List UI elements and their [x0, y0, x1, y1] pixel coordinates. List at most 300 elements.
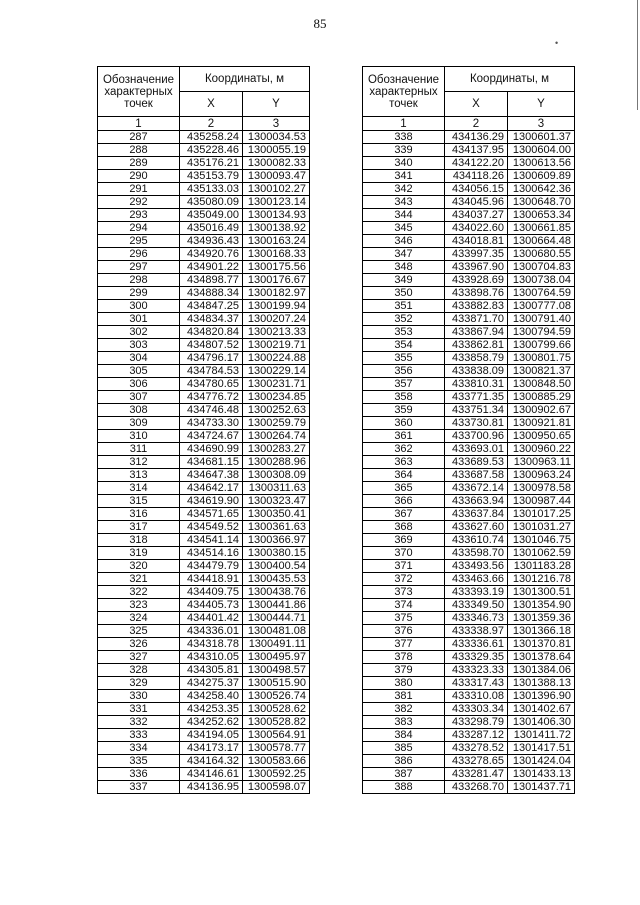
table-row — [98, 508, 310, 521]
cell-y: 1301396.90 — [508, 690, 575, 703]
table-row — [98, 131, 310, 144]
cell-point-id: 294 — [98, 222, 180, 235]
table-row — [98, 365, 310, 378]
cell-y: 1300578.77 — [243, 742, 310, 755]
cell-y: 1300435.53 — [243, 573, 310, 586]
cell-point-id: 351 — [363, 300, 445, 313]
cell-x: 433310.08 — [445, 690, 508, 703]
table-row — [363, 534, 575, 547]
table-row — [363, 443, 575, 456]
header-coords-label: Координаты, м — [445, 67, 575, 92]
table-row — [363, 495, 575, 508]
cell-x: 434479.79 — [180, 560, 243, 573]
table-row — [363, 352, 575, 365]
cell-x: 433329.35 — [445, 651, 508, 664]
header-col2-number: 2 — [180, 117, 243, 131]
cell-y: 1301354.90 — [508, 599, 575, 612]
coordinates-table-left — [97, 66, 310, 794]
cell-point-id: 318 — [98, 534, 180, 547]
cell-x: 435228.46 — [180, 144, 243, 157]
cell-y: 1300380.15 — [243, 547, 310, 560]
cell-point-id: 325 — [98, 625, 180, 638]
scan-edge-line — [637, 0, 638, 110]
table-row — [363, 781, 575, 794]
cell-point-id: 346 — [363, 235, 445, 248]
cell-point-id: 377 — [363, 638, 445, 651]
header-coords-label: Координаты, м — [180, 67, 310, 92]
cell-x: 434275.37 — [180, 677, 243, 690]
cell-point-id: 369 — [363, 534, 445, 547]
header-y-label: Y — [508, 92, 575, 117]
table-row — [363, 326, 575, 339]
cell-y: 1300848.50 — [508, 378, 575, 391]
cell-point-id: 320 — [98, 560, 180, 573]
cell-point-id: 354 — [363, 339, 445, 352]
table-row — [363, 183, 575, 196]
cell-point-id: 362 — [363, 443, 445, 456]
table-row — [98, 209, 310, 222]
cell-point-id: 357 — [363, 378, 445, 391]
cell-y: 1301183.28 — [508, 560, 575, 573]
cell-y: 1300123.14 — [243, 196, 310, 209]
table-row — [98, 599, 310, 612]
cell-y: 1300495.97 — [243, 651, 310, 664]
cell-y: 1301378.64 — [508, 651, 575, 664]
table-row — [363, 313, 575, 326]
header-col1-number: 1 — [363, 117, 445, 131]
cell-point-id: 323 — [98, 599, 180, 612]
cell-point-id: 353 — [363, 326, 445, 339]
cell-x: 434571.65 — [180, 508, 243, 521]
cell-x: 434164.32 — [180, 755, 243, 768]
table-row — [98, 157, 310, 170]
cell-y: 1301411.72 — [508, 729, 575, 742]
table-row — [363, 456, 575, 469]
cell-point-id: 382 — [363, 703, 445, 716]
table-row — [363, 599, 575, 612]
cell-x: 433349.50 — [445, 599, 508, 612]
cell-y: 1300704.83 — [508, 261, 575, 274]
cell-y: 1300564.91 — [243, 729, 310, 742]
table-row — [363, 430, 575, 443]
table-row — [363, 131, 575, 144]
table-row — [363, 586, 575, 599]
table-row — [363, 768, 575, 781]
cell-y: 1300921.81 — [508, 417, 575, 430]
table-row — [98, 313, 310, 326]
table-row — [363, 716, 575, 729]
table-row — [98, 534, 310, 547]
header-point-label: Обозначение характерных точек — [363, 67, 445, 117]
cell-y: 1301062.59 — [508, 547, 575, 560]
cell-x: 434146.61 — [180, 768, 243, 781]
cell-y: 1300604.00 — [508, 144, 575, 157]
cell-point-id: 328 — [98, 664, 180, 677]
table-row — [98, 651, 310, 664]
cell-x: 434541.14 — [180, 534, 243, 547]
cell-y: 1300777.08 — [508, 300, 575, 313]
cell-point-id: 330 — [98, 690, 180, 703]
cell-point-id: 378 — [363, 651, 445, 664]
cell-x: 434310.05 — [180, 651, 243, 664]
cell-point-id: 333 — [98, 729, 180, 742]
table-row — [98, 469, 310, 482]
cell-y: 1300175.56 — [243, 261, 310, 274]
cell-x: 434037.27 — [445, 209, 508, 222]
cell-x: 434401.42 — [180, 612, 243, 625]
cell-x: 434724.67 — [180, 430, 243, 443]
table-row — [363, 755, 575, 768]
cell-x: 434253.35 — [180, 703, 243, 716]
cell-x: 433672.14 — [445, 482, 508, 495]
cell-y: 1300034.53 — [243, 131, 310, 144]
cell-point-id: 296 — [98, 248, 180, 261]
table-row — [363, 235, 575, 248]
cell-x: 433598.70 — [445, 547, 508, 560]
cell-x: 434901.22 — [180, 261, 243, 274]
table-row — [363, 690, 575, 703]
table-row — [98, 755, 310, 768]
table-row — [98, 703, 310, 716]
cell-y: 1301433.13 — [508, 768, 575, 781]
cell-x: 434920.76 — [180, 248, 243, 261]
cell-y: 1300960.22 — [508, 443, 575, 456]
cell-x: 433637.84 — [445, 508, 508, 521]
cell-y: 1300176.67 — [243, 274, 310, 287]
cell-point-id: 315 — [98, 495, 180, 508]
table-row — [98, 378, 310, 391]
cell-x: 433287.12 — [445, 729, 508, 742]
cell-x: 435258.24 — [180, 131, 243, 144]
header-point-label: Обозначение характерных точек — [98, 67, 180, 117]
cell-y: 1301366.18 — [508, 625, 575, 638]
cell-y: 1300288.96 — [243, 456, 310, 469]
cell-x: 433871.70 — [445, 313, 508, 326]
cell-y: 1300738.04 — [508, 274, 575, 287]
cell-y: 1300207.24 — [243, 313, 310, 326]
cell-y: 1300138.92 — [243, 222, 310, 235]
table-row — [98, 638, 310, 651]
cell-y: 1300182.97 — [243, 287, 310, 300]
cell-x: 434776.72 — [180, 391, 243, 404]
cell-point-id: 329 — [98, 677, 180, 690]
cell-x: 433317.43 — [445, 677, 508, 690]
cell-x: 433627.60 — [445, 521, 508, 534]
table-row — [363, 170, 575, 183]
cell-x: 433687.58 — [445, 469, 508, 482]
cell-y: 1301384.06 — [508, 664, 575, 677]
cell-point-id: 310 — [98, 430, 180, 443]
cell-point-id: 307 — [98, 391, 180, 404]
table-row — [98, 664, 310, 677]
cell-point-id: 332 — [98, 716, 180, 729]
cell-point-id: 314 — [98, 482, 180, 495]
cell-x: 434619.90 — [180, 495, 243, 508]
cell-x: 434018.81 — [445, 235, 508, 248]
cell-x: 435080.09 — [180, 196, 243, 209]
cell-x: 433298.79 — [445, 716, 508, 729]
cell-y: 1300902.67 — [508, 404, 575, 417]
cell-x: 433346.73 — [445, 612, 508, 625]
cell-y: 1300963.11 — [508, 456, 575, 469]
cell-y: 1300801.75 — [508, 352, 575, 365]
cell-x: 434647.38 — [180, 469, 243, 482]
cell-point-id: 367 — [363, 508, 445, 521]
cell-point-id: 344 — [363, 209, 445, 222]
cell-x: 434796.17 — [180, 352, 243, 365]
table-row — [363, 144, 575, 157]
cell-x: 433281.47 — [445, 768, 508, 781]
cell-point-id: 379 — [363, 664, 445, 677]
table-row — [98, 586, 310, 599]
cell-x: 434118.26 — [445, 170, 508, 183]
cell-point-id: 376 — [363, 625, 445, 638]
cell-y: 1300592.25 — [243, 768, 310, 781]
cell-x: 434258.40 — [180, 690, 243, 703]
table-row — [363, 300, 575, 313]
scan-mark: • — [555, 38, 559, 48]
cell-x: 434318.78 — [180, 638, 243, 651]
cell-point-id: 368 — [363, 521, 445, 534]
cell-y: 1300821.37 — [508, 365, 575, 378]
cell-point-id: 373 — [363, 586, 445, 599]
cell-point-id: 309 — [98, 417, 180, 430]
cell-point-id: 366 — [363, 495, 445, 508]
cell-point-id: 355 — [363, 352, 445, 365]
table-row — [98, 339, 310, 352]
cell-y: 1300526.74 — [243, 690, 310, 703]
cell-point-id: 374 — [363, 599, 445, 612]
cell-y: 1301402.67 — [508, 703, 575, 716]
cell-x: 434847.25 — [180, 300, 243, 313]
cell-point-id: 308 — [98, 404, 180, 417]
table-row — [98, 495, 310, 508]
table-row — [98, 326, 310, 339]
table-row — [363, 508, 575, 521]
cell-y: 1300481.08 — [243, 625, 310, 638]
header-x-label: X — [445, 92, 508, 117]
cell-point-id: 290 — [98, 170, 180, 183]
cell-y: 1300441.86 — [243, 599, 310, 612]
cell-x: 433700.96 — [445, 430, 508, 443]
cell-y: 1300259.79 — [243, 417, 310, 430]
cell-point-id: 327 — [98, 651, 180, 664]
cell-x: 433393.19 — [445, 586, 508, 599]
cell-x: 434137.95 — [445, 144, 508, 157]
table-row — [98, 573, 310, 586]
cell-point-id: 305 — [98, 365, 180, 378]
cell-point-id: 299 — [98, 287, 180, 300]
cell-x: 433323.33 — [445, 664, 508, 677]
table-row — [98, 521, 310, 534]
cell-point-id: 335 — [98, 755, 180, 768]
table-row — [363, 339, 575, 352]
cell-point-id: 304 — [98, 352, 180, 365]
cell-point-id: 331 — [98, 703, 180, 716]
cell-x: 434642.17 — [180, 482, 243, 495]
coordinates-table-right — [362, 66, 575, 794]
cell-point-id: 342 — [363, 183, 445, 196]
table-row — [98, 352, 310, 365]
table-row — [98, 560, 310, 573]
cell-x: 433771.35 — [445, 391, 508, 404]
cell-point-id: 340 — [363, 157, 445, 170]
cell-x: 434136.29 — [445, 131, 508, 144]
cell-y: 1300311.63 — [243, 482, 310, 495]
cell-y: 1300613.56 — [508, 157, 575, 170]
cell-y: 1300252.63 — [243, 404, 310, 417]
cell-x: 434194.05 — [180, 729, 243, 742]
cell-point-id: 348 — [363, 261, 445, 274]
cell-x: 434807.52 — [180, 339, 243, 352]
cell-point-id: 383 — [363, 716, 445, 729]
table-row — [98, 300, 310, 313]
cell-point-id: 386 — [363, 755, 445, 768]
cell-x: 433303.34 — [445, 703, 508, 716]
cell-x: 434252.62 — [180, 716, 243, 729]
cell-y: 1300515.90 — [243, 677, 310, 690]
table-row — [363, 677, 575, 690]
table-row — [98, 690, 310, 703]
table-row — [363, 729, 575, 742]
cell-x: 434834.37 — [180, 313, 243, 326]
cell-y: 1300601.37 — [508, 131, 575, 144]
cell-y: 1301370.81 — [508, 638, 575, 651]
table-row — [98, 443, 310, 456]
cell-point-id: 339 — [363, 144, 445, 157]
table-row — [363, 196, 575, 209]
table-row — [363, 261, 575, 274]
cell-x: 434936.43 — [180, 235, 243, 248]
cell-y: 1300680.55 — [508, 248, 575, 261]
cell-x: 433967.90 — [445, 261, 508, 274]
cell-y: 1301424.04 — [508, 755, 575, 768]
table-row — [98, 235, 310, 248]
cell-point-id: 316 — [98, 508, 180, 521]
cell-point-id: 292 — [98, 196, 180, 209]
cell-point-id: 319 — [98, 547, 180, 560]
cell-y: 1300583.66 — [243, 755, 310, 768]
cell-y: 1301406.30 — [508, 716, 575, 729]
cell-point-id: 371 — [363, 560, 445, 573]
table-row — [98, 768, 310, 781]
cell-point-id: 365 — [363, 482, 445, 495]
cell-y: 1300163.24 — [243, 235, 310, 248]
cell-x: 435153.79 — [180, 170, 243, 183]
cell-y: 1300978.58 — [508, 482, 575, 495]
table-row — [363, 482, 575, 495]
cell-y: 1300648.70 — [508, 196, 575, 209]
cell-y: 1300366.97 — [243, 534, 310, 547]
cell-y: 1300102.27 — [243, 183, 310, 196]
table-row — [98, 222, 310, 235]
table-row — [363, 157, 575, 170]
table-row — [363, 222, 575, 235]
cell-point-id: 350 — [363, 287, 445, 300]
table-row — [98, 742, 310, 755]
cell-y: 1301300.51 — [508, 586, 575, 599]
cell-x: 434409.75 — [180, 586, 243, 599]
cell-x: 433693.01 — [445, 443, 508, 456]
cell-y: 1300642.36 — [508, 183, 575, 196]
cell-x: 433493.56 — [445, 560, 508, 573]
cell-point-id: 358 — [363, 391, 445, 404]
cell-x: 435016.49 — [180, 222, 243, 235]
table-row — [98, 274, 310, 287]
table-row — [98, 417, 310, 430]
table-row — [98, 248, 310, 261]
cell-x: 433898.76 — [445, 287, 508, 300]
cell-y: 1300213.33 — [243, 326, 310, 339]
cell-point-id: 375 — [363, 612, 445, 625]
cell-point-id: 295 — [98, 235, 180, 248]
cell-point-id: 349 — [363, 274, 445, 287]
cell-y: 1300664.48 — [508, 235, 575, 248]
cell-y: 1300231.71 — [243, 378, 310, 391]
cell-point-id: 311 — [98, 443, 180, 456]
table-row — [98, 716, 310, 729]
table-row — [98, 482, 310, 495]
cell-point-id: 380 — [363, 677, 445, 690]
cell-x: 433997.35 — [445, 248, 508, 261]
cell-point-id: 326 — [98, 638, 180, 651]
cell-x: 434898.77 — [180, 274, 243, 287]
cell-point-id: 370 — [363, 547, 445, 560]
table-row — [98, 677, 310, 690]
header-x-label: X — [180, 92, 243, 117]
page-number: 85 — [313, 16, 327, 31]
cell-point-id: 302 — [98, 326, 180, 339]
cell-x: 433838.09 — [445, 365, 508, 378]
cell-y: 1300498.57 — [243, 664, 310, 677]
header-col2-number: 2 — [445, 117, 508, 131]
table-row — [363, 742, 575, 755]
cell-x: 434056.15 — [445, 183, 508, 196]
cell-x: 433689.53 — [445, 456, 508, 469]
cell-point-id: 324 — [98, 612, 180, 625]
cell-point-id: 338 — [363, 131, 445, 144]
cell-y: 1300598.07 — [243, 781, 310, 794]
cell-y: 1300438.76 — [243, 586, 310, 599]
cell-y: 1300528.62 — [243, 703, 310, 716]
table-row — [98, 287, 310, 300]
cell-x: 433463.66 — [445, 573, 508, 586]
cell-point-id: 313 — [98, 469, 180, 482]
cell-y: 1300168.33 — [243, 248, 310, 261]
cell-point-id: 359 — [363, 404, 445, 417]
table-row — [98, 183, 310, 196]
cell-y: 1300609.89 — [508, 170, 575, 183]
cell-point-id: 336 — [98, 768, 180, 781]
cell-y: 1300134.93 — [243, 209, 310, 222]
table-row — [98, 430, 310, 443]
cell-x: 434888.34 — [180, 287, 243, 300]
table-row — [363, 378, 575, 391]
cell-point-id: 360 — [363, 417, 445, 430]
table-row — [363, 404, 575, 417]
cell-x: 434418.91 — [180, 573, 243, 586]
cell-y: 1301437.71 — [508, 781, 575, 794]
cell-y: 1300444.71 — [243, 612, 310, 625]
cell-point-id: 356 — [363, 365, 445, 378]
cell-point-id: 372 — [363, 573, 445, 586]
table-row — [98, 170, 310, 183]
header-col3-number: 3 — [243, 117, 310, 131]
cell-y: 1300400.54 — [243, 560, 310, 573]
cell-x: 433278.65 — [445, 755, 508, 768]
cell-y: 1300308.09 — [243, 469, 310, 482]
cell-x: 433268.70 — [445, 781, 508, 794]
